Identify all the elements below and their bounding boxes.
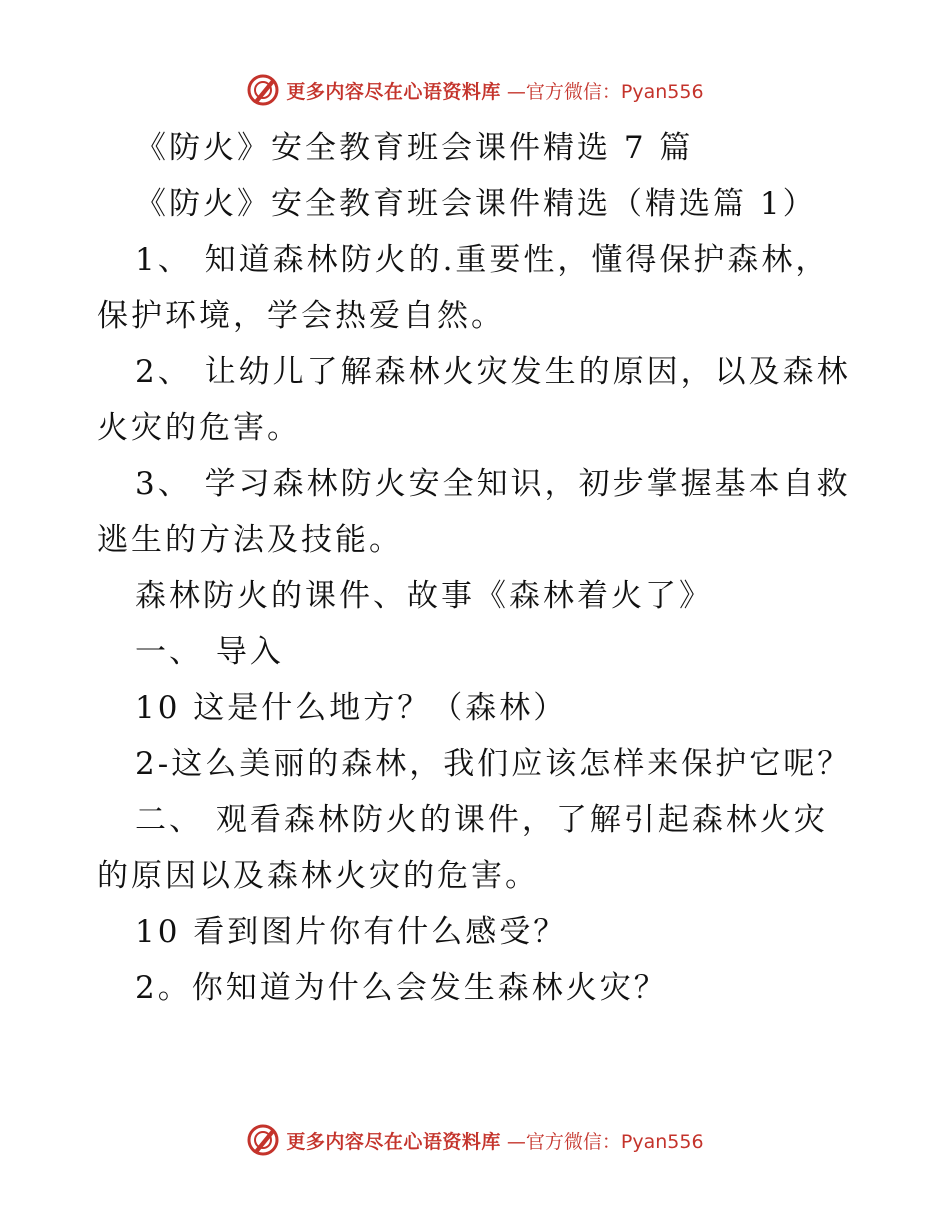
footer-slogan: 更多内容尽在心语资料库	[286, 1130, 501, 1153]
footer-banner	[0, 1120, 950, 1160]
paragraph-6: 10 这是什么地方？（森林）	[135, 690, 568, 726]
header-contact: —官方微信：Pyan556	[506, 80, 704, 103]
footer-contact: —官方微信：Pyan556	[506, 1130, 704, 1153]
header-slogan: 更多内容尽在心语资料库	[286, 80, 501, 103]
document-subtitle: 《防火》安全教育班会课件精选（精选篇 1）	[135, 186, 817, 222]
paragraph-4: 森林防火的课件、故事《森林着火了》	[135, 578, 713, 614]
paragraph-1: 1、 知道森林防火的.重要性，懂得保护森林，保护环境，学会热爱自然。	[97, 242, 830, 334]
paragraph-7: 2-这么美丽的森林，我们应该怎样来保护它呢？	[135, 746, 852, 782]
document-title: 《防火》安全教育班会课件精选 7 篇	[135, 130, 694, 166]
header-banner	[0, 70, 950, 110]
paragraph-10: 2。你知道为什么会发生森林火灾？	[135, 970, 668, 1006]
paragraph-3: 3、 学习森林防火安全知识，初步掌握基本自救逃生的方法及技能。	[97, 466, 851, 558]
document-body	[97, 120, 857, 1016]
paragraph-9: 10 看到图片你有什么感受？	[135, 914, 568, 950]
paragraph-2: 2、 让幼儿了解森林火灾发生的原因，以及森林火灾的危害。	[97, 354, 851, 446]
pen-swirl-logo-icon	[246, 1123, 280, 1157]
paragraph-5: 一、 导入	[135, 634, 284, 670]
pen-swirl-logo-icon	[246, 73, 280, 107]
paragraph-8: 二、 观看森林防火的课件，了解引起森林火灾的原因以及森林火灾的危害。	[97, 802, 828, 894]
